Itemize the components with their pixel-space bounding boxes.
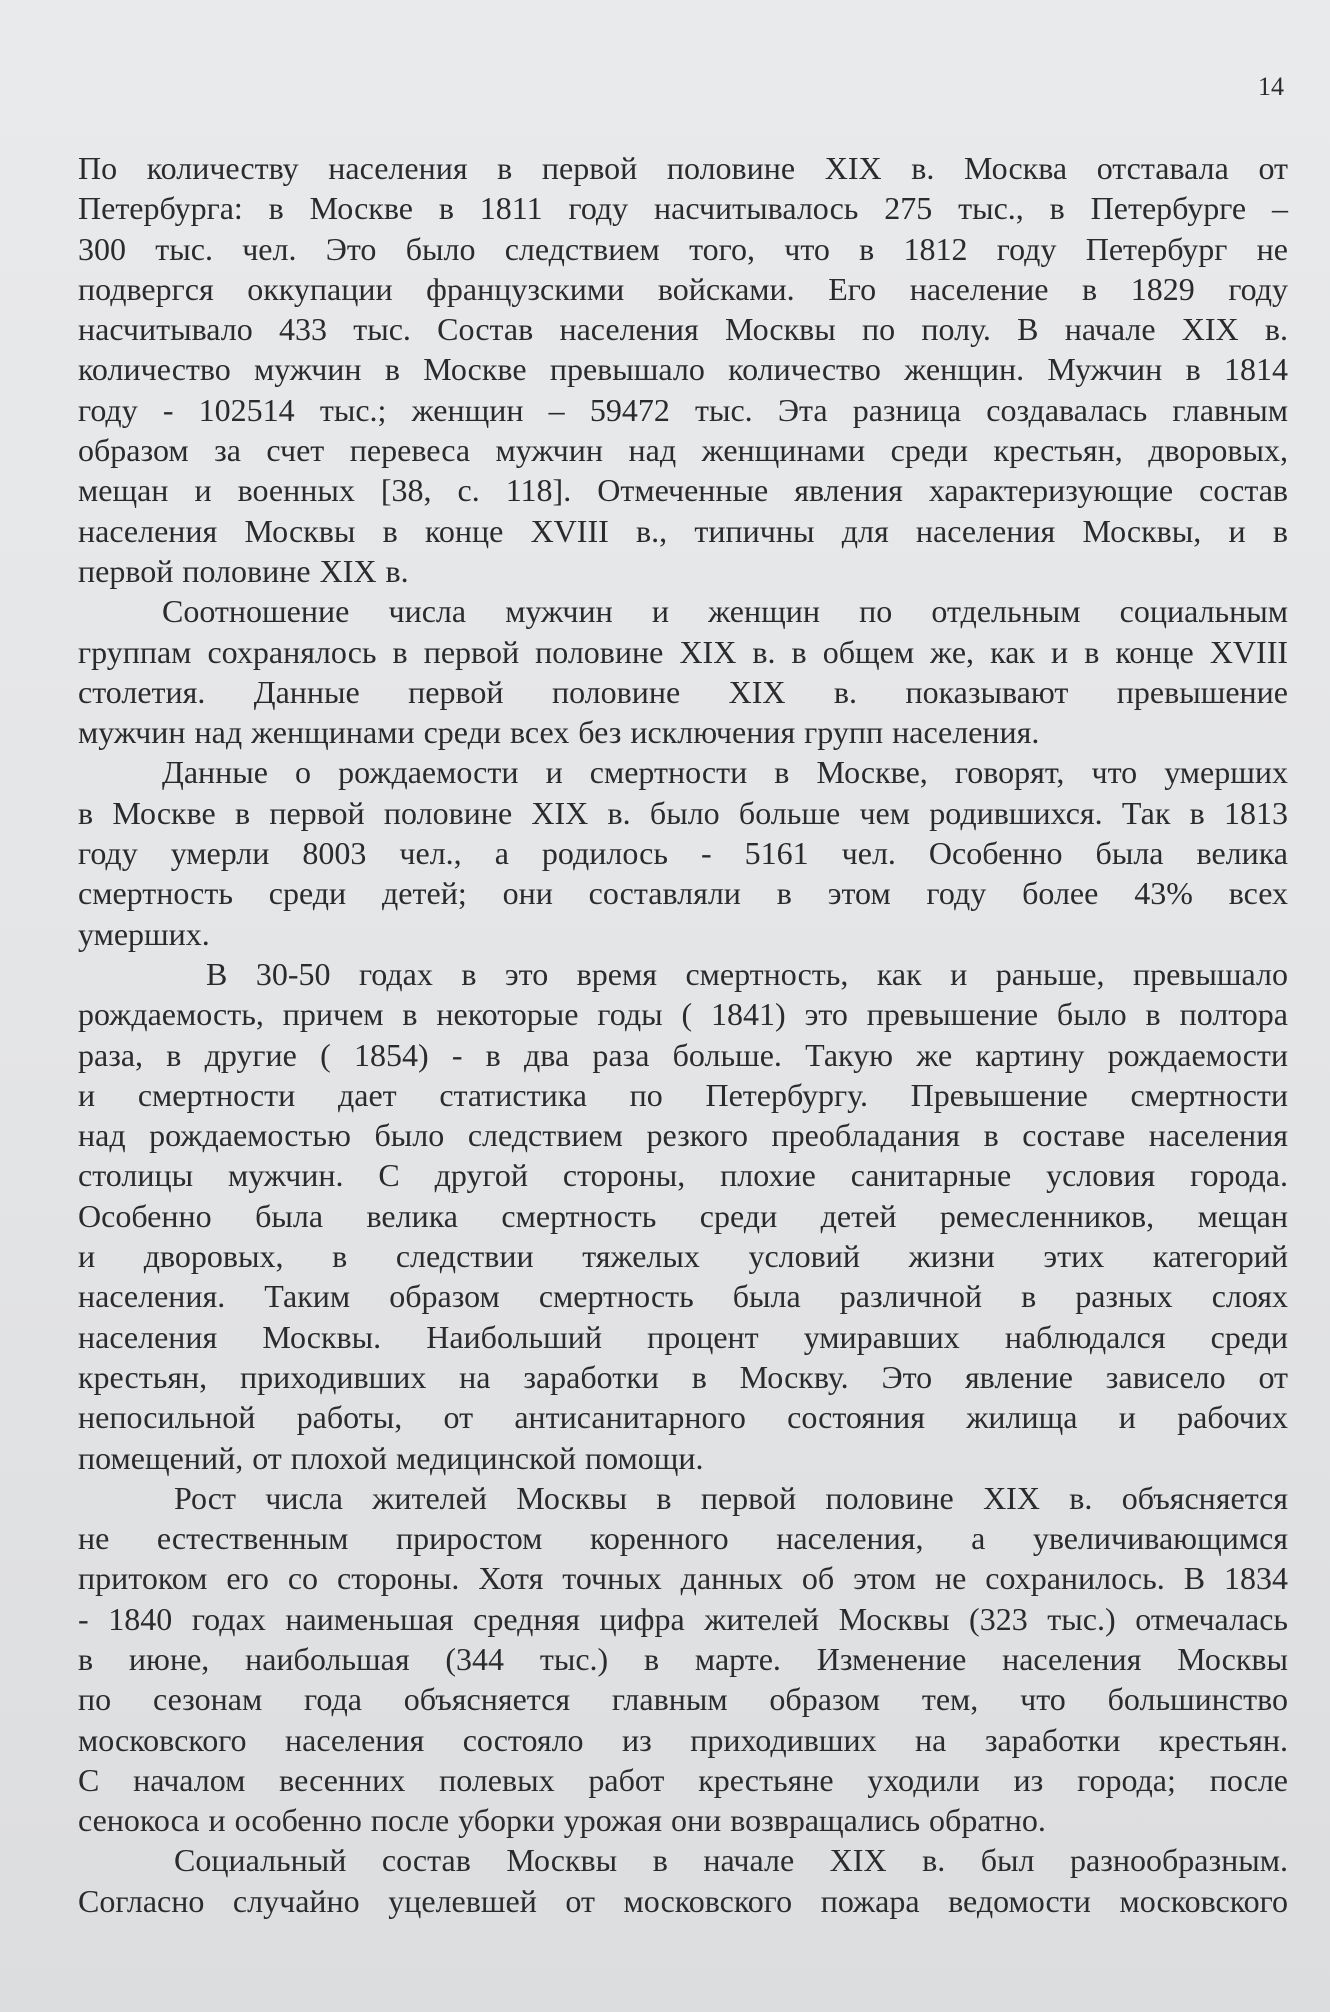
paragraph <box>78 148 1288 591</box>
text-line: и смертности дает статистика по Петербургу. Превышение смертности <box>78 1076 1288 1113</box>
text-line: Особенно была велика смертность среди детей ремесленников, мещан <box>78 1197 1288 1234</box>
paragraph <box>78 752 1288 953</box>
page-number: 14 <box>1258 72 1284 101</box>
text-line: Рост числа жителей Москвы в первой половине XIX в. объясняется <box>174 1479 1288 1516</box>
text-line: мещан и военных [38, с. 118]. Отмеченные явления характеризующие состав <box>78 472 1288 509</box>
text-line: Данные о рождаемости и смертности в Москве, говорят, что умерших <box>162 754 1288 791</box>
text-line: Соотношение числа мужчин и женщин по отдельным социальным <box>162 593 1288 630</box>
text-line: по сезонам года объясняется главным образом тем, что большинство <box>78 1681 1288 1718</box>
paragraph <box>78 1478 1288 1841</box>
text-line: группам сохранялось в первой половине XIX в. в общем же, как и в конце XVIII <box>78 633 1288 670</box>
text-line: первой половине XIX в. <box>78 552 409 589</box>
text-line: мужчин над женщинами среди всех без исключения групп населения. <box>78 714 1040 751</box>
text-line: крестьян, приходивших на заработки в Москву. Это явление зависело от <box>78 1358 1288 1395</box>
text-line: Социальный состав Москвы в начале XIX в. был разнообразным. <box>174 1842 1288 1879</box>
text-line: году - 102514 тыс.; женщин – 59472 тыс. Эта разница создавалась главным <box>78 391 1288 428</box>
text-line: населения Москвы в конце XVIII в., типичны для населения Москвы, и в <box>78 512 1288 549</box>
text-line: московского населения состояло из приходивших на заработки крестьян. <box>78 1721 1288 1758</box>
text-line: Согласно случайно уцелевшей от московского пожара ведомости московского <box>78 1882 1288 1919</box>
text-line: непосильной работы, от антисанитарного состояния жилища и рабочих <box>78 1399 1288 1436</box>
text-line: столицы мужчин. С другой стороны, плохие санитарные условия города. <box>78 1157 1288 1194</box>
text-line: и дворовых, в следствии тяжелых условий жизни этих категорий <box>78 1238 1288 1275</box>
text-line: Петербурга: в Москве в 1811 году насчитывалось 275 тыс., в Петербурге – <box>78 190 1288 227</box>
text-line: рождаемость, причем в некоторые годы ( 1841) это превышение было в полтора <box>78 996 1288 1033</box>
text-line: В 30-50 годах в это время смертность, как и раньше, превышало <box>206 955 1288 992</box>
text-line: над рождаемостью было следствием резкого преобладания в составе населения <box>78 1117 1288 1154</box>
text-line: раза, в другие ( 1854) - в два раза больше. Такую же картину рождаемости <box>78 1036 1288 1073</box>
text-line: образом за счет перевеса мужчин над женщинами среди крестьян, дворовых, <box>78 432 1288 469</box>
text-line: населения. Таким образом смертность была различной в разных слоях <box>78 1278 1288 1315</box>
text-line: - 1840 годах наименьшая средняя цифра жителей Москвы (323 тыс.) отмечалась <box>78 1600 1288 1637</box>
text-line: 300 тыс. чел. Это было следствием того, что в 1812 году Петербург не <box>78 230 1288 267</box>
text-line: столетия. Данные первой половине XIX в. показывают превышение <box>78 673 1288 710</box>
paragraph <box>78 954 1288 1478</box>
text-line: сенокоса и особенно после уборки урожая они возвращались обратно. <box>78 1802 1046 1839</box>
text-line: умерших. <box>78 915 210 952</box>
text-line: в июне, наибольшая (344 тыс.) в марте. Изменение населения Москвы <box>78 1640 1288 1677</box>
text-line: С началом весенних полевых работ крестьяне уходили из города; после <box>78 1761 1288 1798</box>
text-line: притоком его со стороны. Хотя точных данных об этом не сохранилось. В 1834 <box>78 1560 1288 1597</box>
document-body <box>78 148 1288 1921</box>
text-line: количество мужчин в Москве превышало количество женщин. Мужчин в 1814 <box>78 351 1288 388</box>
text-line: году умерли 8003 чел., а родилось - 5161 чел. Особенно была велика <box>78 835 1288 872</box>
paragraph <box>78 591 1288 752</box>
text-line: в Москве в первой половине XIX в. было больше чем родившихся. Так в 1813 <box>78 794 1288 831</box>
paragraph <box>78 1840 1288 1921</box>
text-line: смертность среди детей; они составляли в этом году более 43% всех <box>78 875 1288 912</box>
text-line: помещений, от плохой медицинской помощи. <box>78 1439 704 1476</box>
text-line: населения Москвы. Наибольший процент умиравших наблюдался среди <box>78 1318 1288 1355</box>
text-line: подвергся оккупации французскими войсками. Его население в 1829 году <box>78 270 1288 307</box>
text-line: По количеству населения в первой половине XIX в. Москва отставала от <box>78 150 1288 186</box>
text-line: не естественным приростом коренного населения, а увеличивающимся <box>78 1520 1288 1557</box>
text-line: насчитывало 433 тыс. Состав населения Москвы по полу. В начале XIX в. <box>78 311 1288 348</box>
